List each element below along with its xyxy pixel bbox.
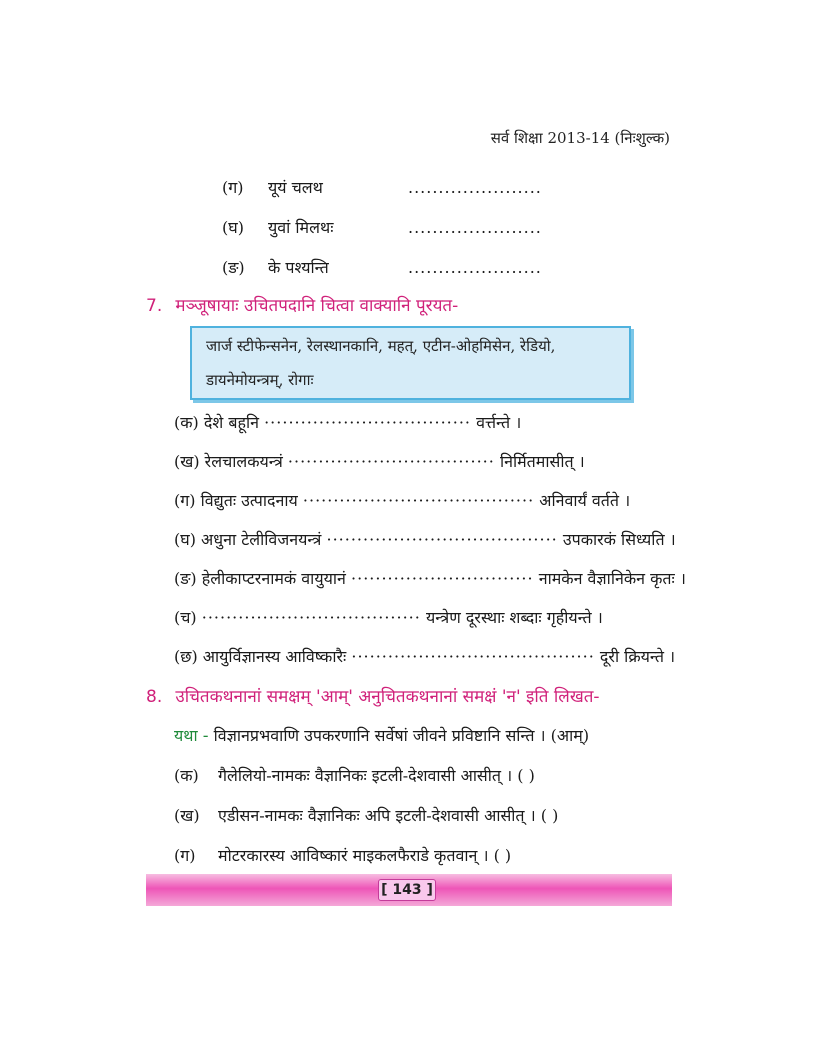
answer-blank: ···································· — [201, 608, 421, 627]
item-label: (क) — [174, 413, 199, 432]
fill-item — [174, 567, 686, 589]
answer-blank: ·································· — [264, 413, 472, 432]
answer-blank: ······································ — [326, 530, 558, 549]
item-text-after: उपकारकं सिध्यति । — [562, 530, 676, 549]
statement-item — [174, 804, 558, 826]
example-line — [174, 724, 589, 746]
answer-blank: ········································ — [351, 647, 595, 666]
example-text: विज्ञानप्रभवाणि उपकरणानि सर्वेषां जीवने प्रविष्टानि सन्ति । (आम्) — [213, 726, 590, 745]
item-text-before: आयुर्विज्ञानस्य आविष्कारैः — [202, 647, 347, 666]
answer-blank: ...................... — [408, 178, 542, 197]
word-box — [190, 326, 631, 400]
item-text-before: विद्युतः उत्पादनाय — [200, 491, 298, 510]
page-number: [ 143 ] — [378, 879, 436, 901]
item-text-before: हेलीकाप्टरनामकं वायुयानं — [201, 569, 346, 588]
statement-item — [174, 764, 535, 786]
item-label: (घ) — [222, 218, 244, 237]
item-text: के पश्यन्ति — [268, 258, 329, 277]
item-text-after: निर्मितमासीत् । — [499, 452, 585, 471]
question-number: 8. — [146, 687, 163, 707]
answer-blank: ...................... — [408, 258, 542, 277]
statement-text: मोटरकारस्य आविष्कारं माइकलफैराडे कृतवान् । ( ) — [218, 846, 512, 865]
question-number: 7. — [146, 296, 163, 316]
item-label: (ग) — [222, 178, 244, 197]
answer-blank: ·································· — [287, 452, 495, 471]
item-label: (ङ) — [174, 569, 197, 588]
item-text-before: अधुना टेलीविजनयन्त्रं — [201, 530, 322, 549]
statement-text: एडीसन-नामकः वैज्ञानिकः अपि इटली-देशवासी आसीत् । ( ) — [218, 806, 559, 825]
item-label: (ग) — [174, 491, 196, 510]
item-text-after: दूरी क्रियन्ते । — [599, 647, 676, 666]
item-text-after: वर्त्तन्ते । — [476, 413, 522, 432]
page-header: सर्व शिक्षा 2013-14 (निःशुल्क) — [490, 129, 670, 147]
item-text-after: यन्त्रेण दूरस्थाः शब्दाः गृहीयन्ते । — [425, 608, 603, 627]
item-label: (च) — [174, 608, 197, 627]
item-label: (ख) — [174, 806, 200, 825]
item-text: युवां मिलथः — [268, 218, 334, 237]
question-7-heading — [146, 293, 458, 316]
word-box-line-2: डायनेमोयन्त्रम्, रोगाः — [206, 371, 314, 389]
conversion-row — [222, 176, 542, 198]
item-text-before: रेलचालकयन्त्रं — [204, 452, 283, 471]
answer-blank: ······························ — [351, 569, 534, 588]
fill-item — [174, 606, 603, 628]
answer-blank: ······································ — [302, 491, 535, 510]
item-label: (ग) — [174, 846, 196, 865]
item-label: (ख) — [174, 452, 200, 471]
statement-item — [174, 844, 511, 866]
question-title: उचितकथनानां समक्षम् 'आम्' अनुचितकथनानां समक्षं 'न' इति लिखत- — [175, 687, 600, 707]
fill-item — [174, 645, 675, 667]
fill-item — [174, 411, 521, 433]
item-text: यूयं चलथ — [268, 178, 323, 197]
question-8-heading — [146, 684, 600, 707]
word-box-line-1: जार्ज स्टीफेन्सनेन, रेलस्थानकानि, महत्, एटीन-ओहमिसेन, रेडियो, — [206, 337, 556, 355]
item-text-after: अनिवार्यं वर्तते । — [539, 491, 631, 510]
item-label: (ङ) — [222, 258, 245, 277]
fill-item — [174, 528, 676, 550]
item-label: (घ) — [174, 530, 196, 549]
item-text-before: देशे बहूनि — [203, 413, 259, 432]
conversion-row — [222, 216, 542, 238]
example-label: यथा - — [174, 726, 209, 745]
statement-text: गैलेलियो-नामकः वैज्ञानिकः इटली-देशवासी आसीत् । ( ) — [218, 766, 535, 785]
fill-item — [174, 450, 585, 472]
item-text-after: नामकेन वैज्ञानिकेन कृतः । — [538, 569, 686, 588]
fill-item — [174, 489, 630, 511]
answer-blank: ...................... — [408, 218, 542, 237]
item-label: (क) — [174, 766, 199, 785]
question-title: मञ्जूषायाः उचितपदानि चित्वा वाक्यानि पूरयत- — [175, 296, 459, 316]
item-label: (छ) — [174, 647, 198, 666]
conversion-row — [222, 256, 542, 278]
